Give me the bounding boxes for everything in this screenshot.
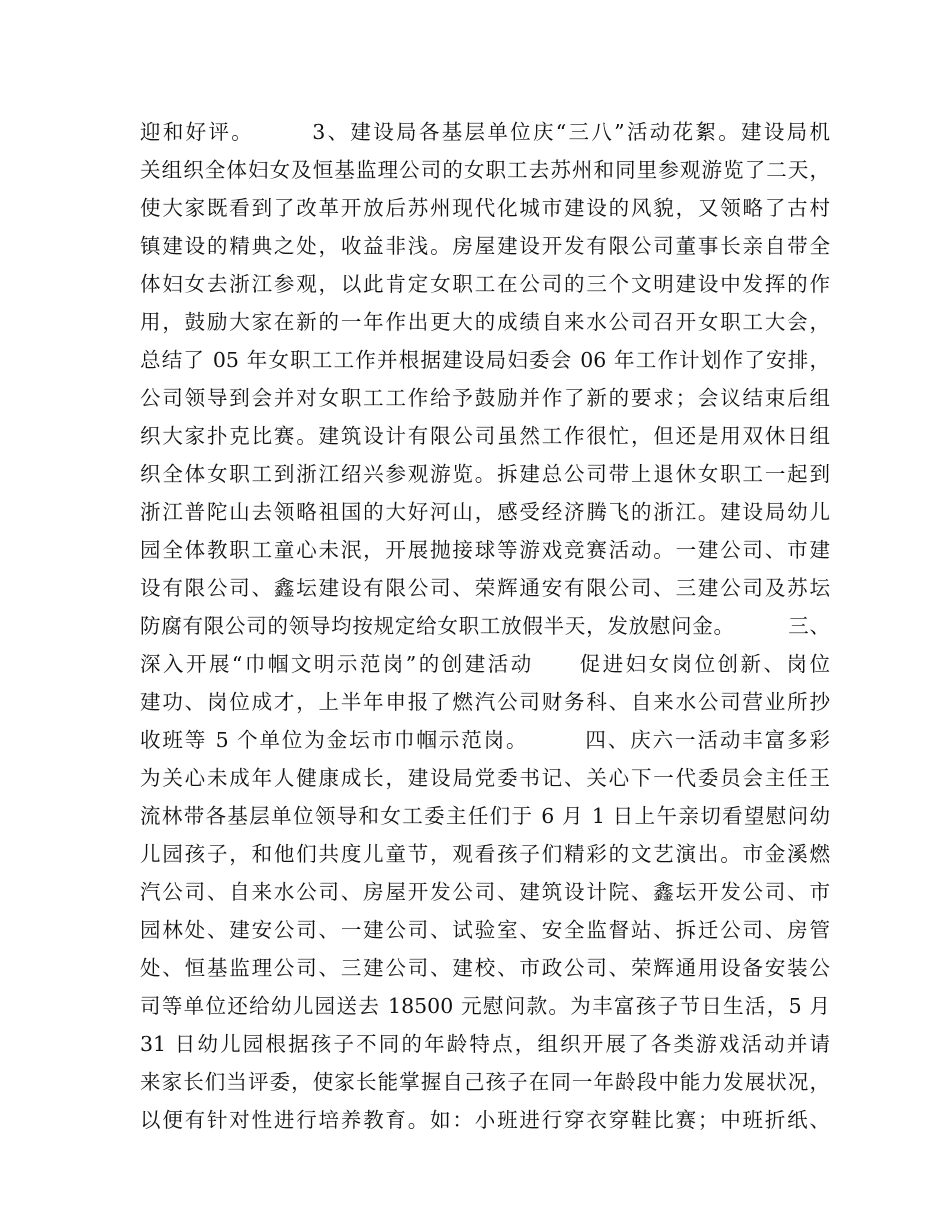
text-line-17: 收班等 5 个单位为金坛市巾帼示范岗。 四、庆六一活动丰富多彩 [140, 728, 830, 752]
text-line-16: 建功、岗位成才，上半年申报了燃汽公司财务科、自来水公司营业所抄 [140, 690, 830, 714]
text-line-5: 体妇女去浙江参观，以此肯定女职工在公司的三个文明建设中发挥的作 [140, 272, 830, 296]
text-line-15: 深入开展“巾帼文明示范岗”的创建活动 促进妇女岗位创新、岗位 [140, 652, 830, 676]
text-line-14: 防腐有限公司的领导均按规定给女职工放假半天，发放慰问金。 三、 [140, 614, 830, 638]
text-line-6: 用，鼓励大家在新的一年作出更大的成绩自来水公司召开女职工大会， [140, 310, 830, 334]
text-line-27: 以便有针对性进行培养教育。如：小班进行穿衣穿鞋比赛；中班折纸、 [140, 1108, 830, 1132]
text-line-9: 织大家扑克比赛。建筑设计有限公司虽然工作很忙，但还是用双休日组 [140, 424, 830, 448]
text-line-25: 31 日幼儿园根据孩子不同的年龄特点，组织开展了各类游戏活动并请 [140, 1032, 830, 1056]
text-line-4: 镇建设的精典之处，收益非浅。房屋建设开发有限公司董事长亲自带全 [140, 234, 830, 258]
text-line-2: 关组织全体妇女及恒基监理公司的女职工去苏州和同里参观游览了二天， [140, 158, 830, 182]
text-line-3: 使大家既看到了改革开放后苏州现代化城市建设的风貌，又领略了古村 [140, 196, 830, 220]
text-line-10: 织全体女职工到浙江绍兴参观游览。拆建总公司带上退休女职工一起到 [140, 462, 830, 486]
text-line-20: 儿园孩子，和他们共度儿童节，观看孩子们精彩的文艺演出。市金溪燃 [140, 842, 830, 866]
text-line-12: 园全体教职工童心未泯，开展抛接球等游戏竞赛活动。一建公司、市建 [140, 538, 830, 562]
text-line-8: 公司领导到会并对女职工工作给予鼓励并作了新的要求；会议结束后组 [140, 386, 830, 410]
text-line-18: 为关心未成年人健康成长，建设局党委书记、关心下一代委员会主任王 [140, 766, 830, 790]
text-line-21: 汽公司、自来水公司、房屋开发公司、建筑设计院、鑫坛开发公司、市 [140, 880, 830, 904]
text-line-1: 迎和好评。 3、建设局各基层单位庆“三八”活动花絮。建设局机 [140, 120, 830, 144]
body-text [140, 113, 830, 1139]
text-line-26: 来家长们当评委，使家长能掌握自己孩子在同一年龄段中能力发展状况， [140, 1070, 830, 1094]
text-line-13: 设有限公司、鑫坛建设有限公司、荣辉通安有限公司、三建公司及苏坛 [140, 576, 830, 600]
text-line-7: 总结了 05 年女职工工作并根据建设局妇委会 06 年工作计划作了安排， [140, 348, 830, 372]
text-line-24: 司等单位还给幼儿园送去 18500 元慰问款。为丰富孩子节日生活，5 月 [140, 994, 830, 1018]
text-line-11: 浙江普陀山去领略祖国的大好河山，感受经济腾飞的浙江。建设局幼儿 [140, 500, 830, 524]
text-line-19: 流林带各基层单位领导和女工委主任们于 6 月 1 日上午亲切看望慰问幼 [140, 804, 830, 828]
text-line-22: 园林处、建安公司、一建公司、试验室、安全监督站、拆迁公司、房管 [140, 918, 830, 942]
text-line-23: 处、恒基监理公司、三建公司、建校、市政公司、荣辉通用设备安装公 [140, 956, 830, 980]
